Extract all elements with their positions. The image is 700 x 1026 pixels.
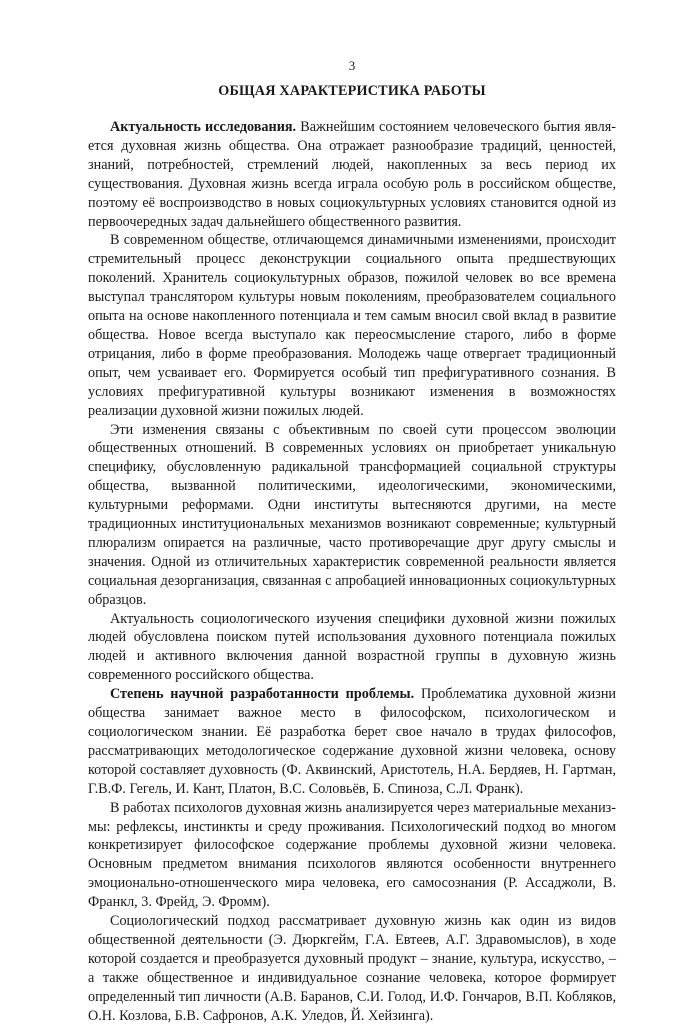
page-title: ОБЩАЯ ХАРАКТЕРИСТИКА РАБОТЫ bbox=[218, 83, 486, 99]
page-number: 3 bbox=[348, 58, 356, 73]
paragraph-lead: Актуальность исследования. bbox=[110, 119, 297, 135]
paragraph-text: Проблематика духовной жизни общества занимает важное место в философском, психологическом и социологическом знании. Её разработка берет свое начало в трудах философов, рассматривающих методологическое содержание духовной жизни человека, основу которой составляет духовность (Ф. Аквинский, Аристотель, Н.А. Бердяев, Н. Гартман, Г.В.Ф. Гегель, И. Кант, Платон, В.С. Соловьёв, Б. Спиноза, С.Л. Франк). bbox=[88, 686, 617, 797]
paragraph bbox=[88, 421, 616, 610]
paragraph bbox=[88, 231, 616, 420]
paragraph-text: Эти изменения связаны с объективным по своей сути процессом эволюции общественных отношений. В современных условиях он приобретает уникальную специфику, обусловленную радикальной трансформацией социальной структуры общества, вызванной политическими, идеологическими, экономическими, культурными реформами. Одни институты вытесняются другими, на месте традиционных институциональных механизмов возникают современные; культурный плюрализм опирается на различные, часто противоречащие друг другу смыслы и значения. Одной из отличительных характеристик современной реальности является социальная дезорганизация, связанная с апробацией инновационных социокультурных образцов. bbox=[88, 421, 616, 608]
paragraph-text: Важнейшим состоянием человеческого бытия является духовная жизнь общества. Она отражает разнообразие традиций, ценностей, знаний, потребностей, стремлений людей, накопленных за весь период их существования. Духовная жизнь всегда играла особую роль в российском обществе, поэтому её воспроизводство в новых социокультурных условиях становится одной из первоочередных задач дальнейшего общественного развития. bbox=[88, 119, 616, 230]
paragraph bbox=[88, 912, 616, 1025]
paragraph-relevance bbox=[88, 118, 616, 231]
paragraph-text: Актуальность социологического изучения специфики духовной жизни пожилых людей обусловлена поиском путей использования духовного потенциала пожилых людей и активного включения данной возрастной группы в духовную жизнь современного российского общества. bbox=[88, 610, 616, 684]
paragraph bbox=[88, 799, 616, 912]
paragraph-text: Социологический подход рассматривает духовную жизнь как один из видов общественной деятельности (Э. Дюркгейм, Г.А. Евтеев, А.Г. Здравомыслов), в ходе которой создается и преобразуется духовный продукт – знание, культура, искусство, – а также общественное и индивидуальное сознание человека, которое формирует определенный тип личности (А.В. Баранов, С.И. Голод, И.Ф. Гончаров, В.П. Кобляков, О.Н. Козлова, Б.В. Сафронов, А.К. Уледов, Й. Хейзинга). bbox=[88, 913, 616, 1024]
paragraph-research-degree bbox=[88, 685, 616, 798]
paragraph-lead: Степень научной разработанности проблемы. bbox=[110, 686, 415, 703]
paragraph-text: В работах психологов духовная жизнь анализируется через материальные механизмы: рефлексы, инстинкты и среду проживания. Психологический подход во многом конкретизирует философское содержание проблемы духовной жизни человека. Основным предметом внимания психологов являются особенности внутреннего эмоционально-отношенческого мира человека, его самосознания (Р. Ассаджоли, В. Франкл, 3. Фрейд, Э. Фромм). bbox=[88, 799, 616, 911]
paragraph-text: В современном обществе, отличающемся динамичными изменениями, происходит стремительный процесс деконструкции социального опыта предшествующих поколений. Хранитель социокультурных образов, пожилой человек во все времена выступал транслятором культуры новым поколениям, преобразователем социального опыта на основе накопленного потенциала и тем самым вносил свой вклад в развитие общества. Новое всегда выступало как переосмысление старого, либо в форме отрицания, либо в форме преобразования. Молодежь чаще отвергает традиционный опыт, чем усваивает его. Формируется особый тип префигуративного сознания. В условиях префигуративной культуры возникают изменения в возможностях реализации духовной жизни пожилых людей. bbox=[88, 232, 616, 419]
paragraph bbox=[88, 610, 616, 686]
